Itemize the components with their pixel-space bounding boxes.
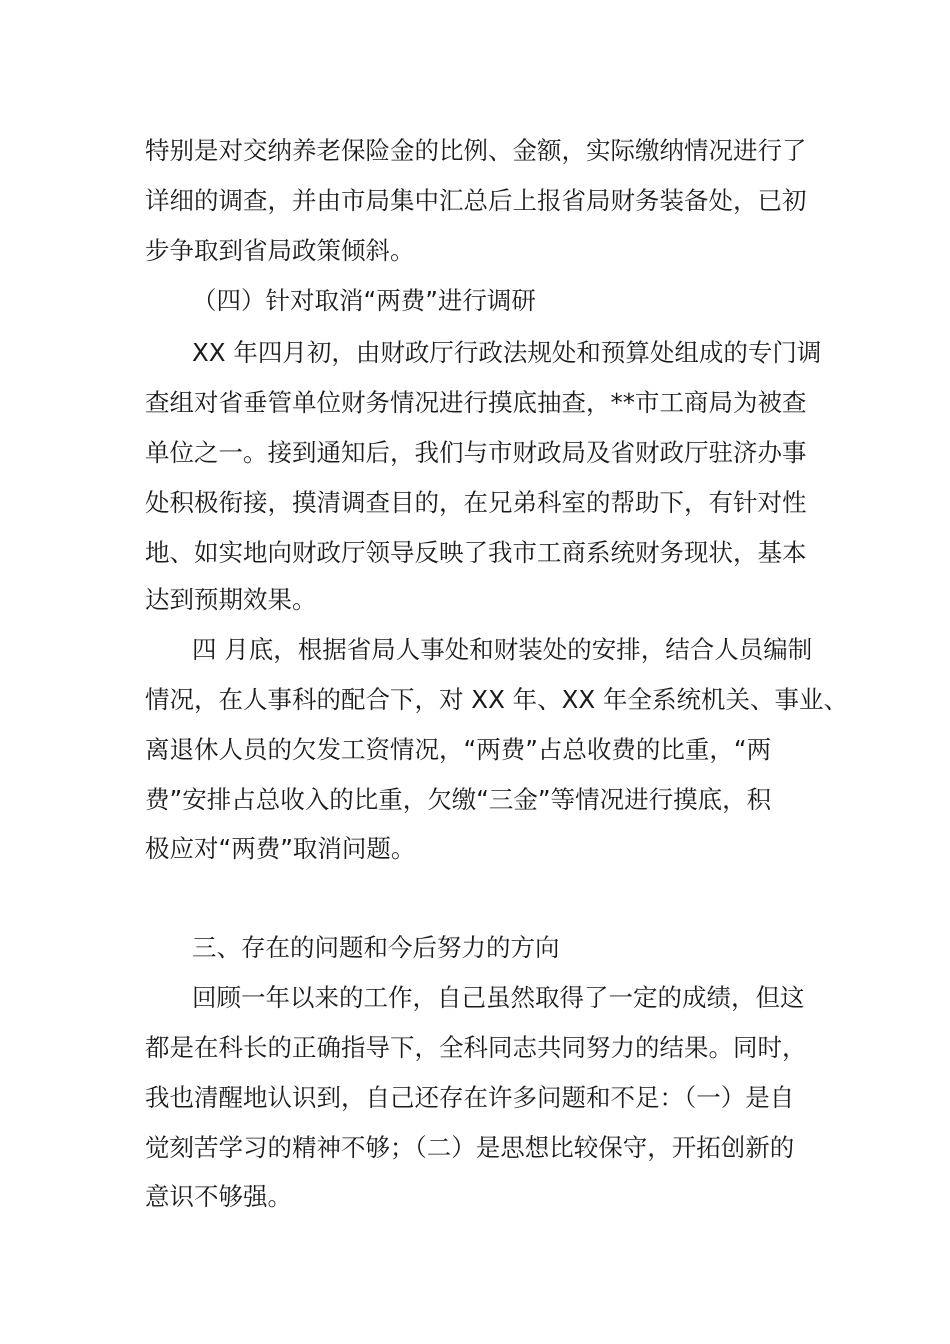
section-heading: （四）针对取消“两费”进行调研: [192, 286, 536, 315]
text-line: 觉刻苦学习的精神不够；（二）是思想比较保守，开拓创新的: [145, 1133, 795, 1162]
text-line: 查组对省垂管单位财务情况进行摸底抽查，**市工商局为被查: [145, 388, 807, 417]
text-line: 四 月底，根据省局人事处和财装处的安排，结合人员编制: [192, 635, 813, 664]
text-line: 离退休人员的欠发工资情况，“两费”占总收费的比重，“两: [145, 735, 772, 764]
text-line: XX 年四月初，由财政厅行政法规处和预算处组成的专门调: [192, 338, 822, 367]
text-line: 我也清醒地认识到，自己还存在许多问题和不足：（一）是自: [145, 1083, 795, 1112]
text-line: 情况，在人事科的配合下，对 XX 年、XX 年全系统机关、事业、: [145, 685, 848, 714]
text-line: 费”安排占总收入的比重，欠缴“三金”等情况进行摸底，积: [145, 785, 772, 814]
text-line: 特别是对交纳养老保险金的比例、金额，实际缴纳情况进行了: [145, 136, 807, 165]
text-line: 回顾一年以来的工作，自己虽然取得了一定的成绩，但这: [192, 983, 805, 1012]
text-line: 都是在科长的正确指导下，全科同志共同努力的结果。同时，: [145, 1033, 807, 1062]
text-line: 意识不够强。: [145, 1182, 292, 1211]
text-line: 步争取到省局政策倾斜。: [145, 236, 415, 265]
text-line: 处积极衔接，摸清调查目的，在兄弟科室的帮助下，有针对性: [145, 488, 807, 517]
text-line: 单位之一。接到通知后，我们与市财政局及省财政厅驻济办事: [145, 438, 807, 467]
text-line: 达到预期效果。: [145, 585, 317, 614]
section-heading: 三、存在的问题和今后努力的方向: [192, 933, 560, 962]
text-line: 详细的调查，并由市局集中汇总后上报省局财务装备处，已初: [145, 186, 807, 215]
text-line: 地、如实地向财政厅领导反映了我市工商系统财务现状，基本: [145, 538, 807, 567]
text-line: 极应对“两费”取消问题。: [145, 834, 416, 863]
